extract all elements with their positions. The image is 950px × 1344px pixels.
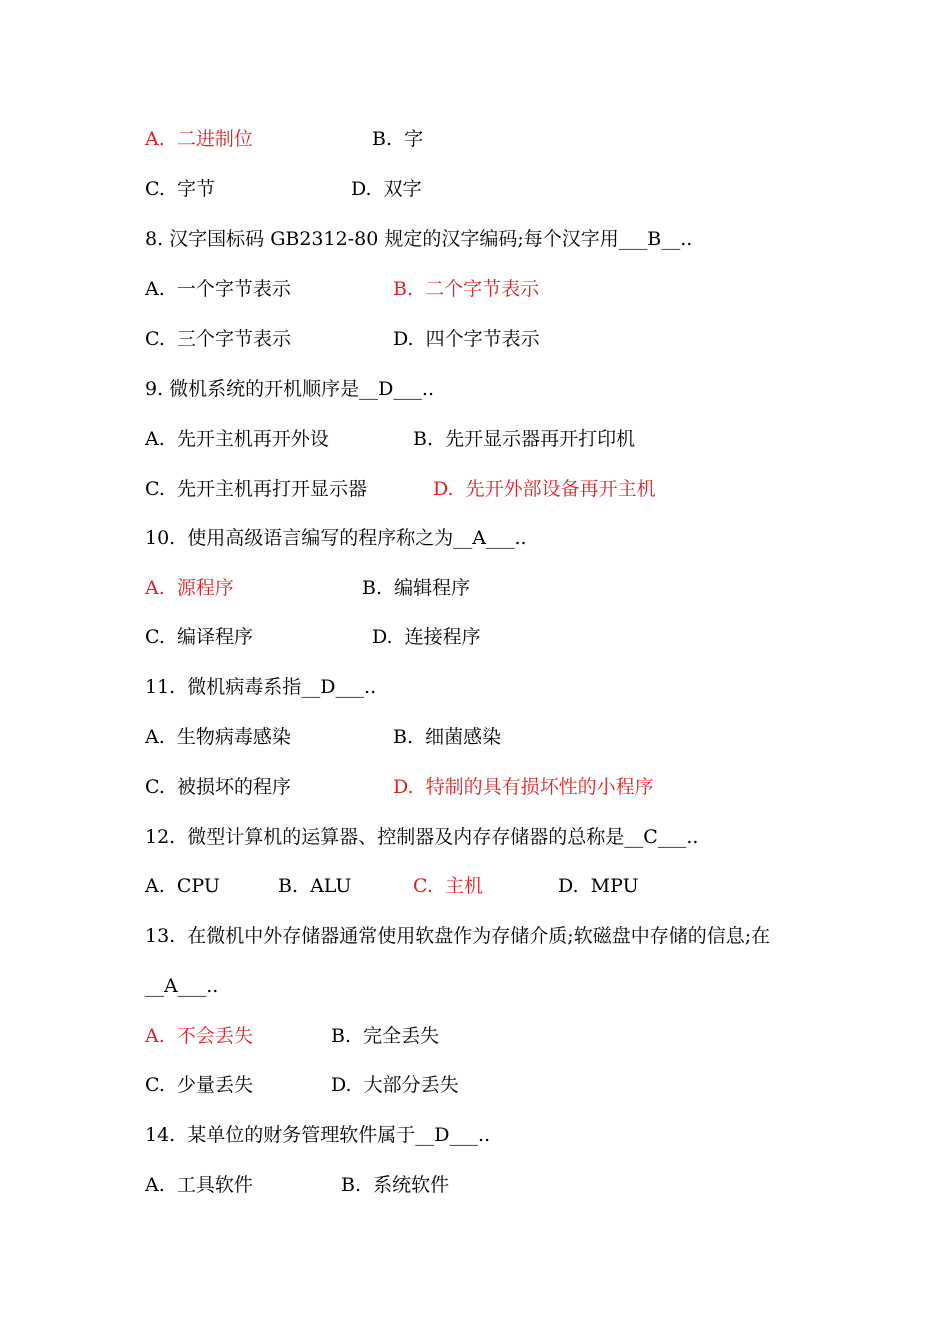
correct-answer-option: A. 二进制位 bbox=[145, 128, 253, 150]
answer-option: A. 先开主机再开外设 bbox=[145, 428, 329, 450]
question-text: 10. 使用高级语言编写的程序称之为__A___.. bbox=[145, 527, 527, 549]
question-text: 11. 微机病毒系指__D___.. bbox=[145, 676, 377, 698]
correct-answer-option: B. 二个字节表示 bbox=[393, 278, 540, 300]
question-text: 14. 某单位的财务管理软件属于__D___.. bbox=[145, 1124, 491, 1146]
answer-option: A. 一个字节表示 bbox=[145, 278, 291, 300]
correct-answer-option: D. 特制的具有损坏性的小程序 bbox=[393, 776, 654, 798]
answer-option: C. 编译程序 bbox=[145, 626, 253, 648]
answer-option: C. 字节 bbox=[145, 178, 215, 200]
answer-option: D. MPU bbox=[558, 875, 639, 897]
question-text: 13. 在微机中外存储器通常使用软盘作为存储介质;软磁盘中存储的信息;在 bbox=[145, 925, 771, 947]
answer-option: C. 先开主机再打开显示器 bbox=[145, 478, 367, 500]
correct-answer-option: C. 主机 bbox=[413, 875, 483, 897]
answer-option: B. 系统软件 bbox=[341, 1174, 450, 1196]
answer-option: D. 四个字节表示 bbox=[393, 328, 540, 350]
answer-option: B. 字 bbox=[372, 128, 424, 150]
question-text: 12. 微型计算机的运算器、控制器及内存存储器的总称是__C___.. bbox=[145, 826, 699, 848]
answer-option: B. ALU bbox=[278, 875, 352, 897]
answer-option: A. CPU bbox=[145, 875, 220, 897]
correct-answer-option: A. 源程序 bbox=[145, 577, 234, 599]
answer-option: C. 被损坏的程序 bbox=[145, 776, 291, 798]
answer-option: C. 少量丢失 bbox=[145, 1074, 253, 1096]
question-text: 8. 汉字国标码 GB2312-80 规定的汉字编码;每个汉字用___B__.. bbox=[145, 228, 693, 250]
answer-option: D. 连接程序 bbox=[372, 626, 481, 648]
answer-option: B. 先开显示器再开打印机 bbox=[413, 428, 636, 450]
answer-option: B. 编辑程序 bbox=[362, 577, 471, 599]
question-text: __A___.. bbox=[145, 975, 219, 997]
answer-option: D. 双字 bbox=[351, 178, 422, 200]
answer-option: A. 生物病毒感染 bbox=[145, 726, 291, 748]
answer-option: C. 三个字节表示 bbox=[145, 328, 291, 350]
correct-answer-option: D. 先开外部设备再开主机 bbox=[433, 478, 656, 500]
answer-option: B. 细菌感染 bbox=[393, 726, 502, 748]
correct-answer-option: A. 不会丢失 bbox=[145, 1025, 253, 1047]
question-text: 9. 微机系统的开机顺序是__D___.. bbox=[145, 378, 434, 400]
answer-option: B. 完全丢失 bbox=[331, 1025, 440, 1047]
answer-option: D. 大部分丢失 bbox=[331, 1074, 459, 1096]
answer-option: A. 工具软件 bbox=[145, 1174, 253, 1196]
